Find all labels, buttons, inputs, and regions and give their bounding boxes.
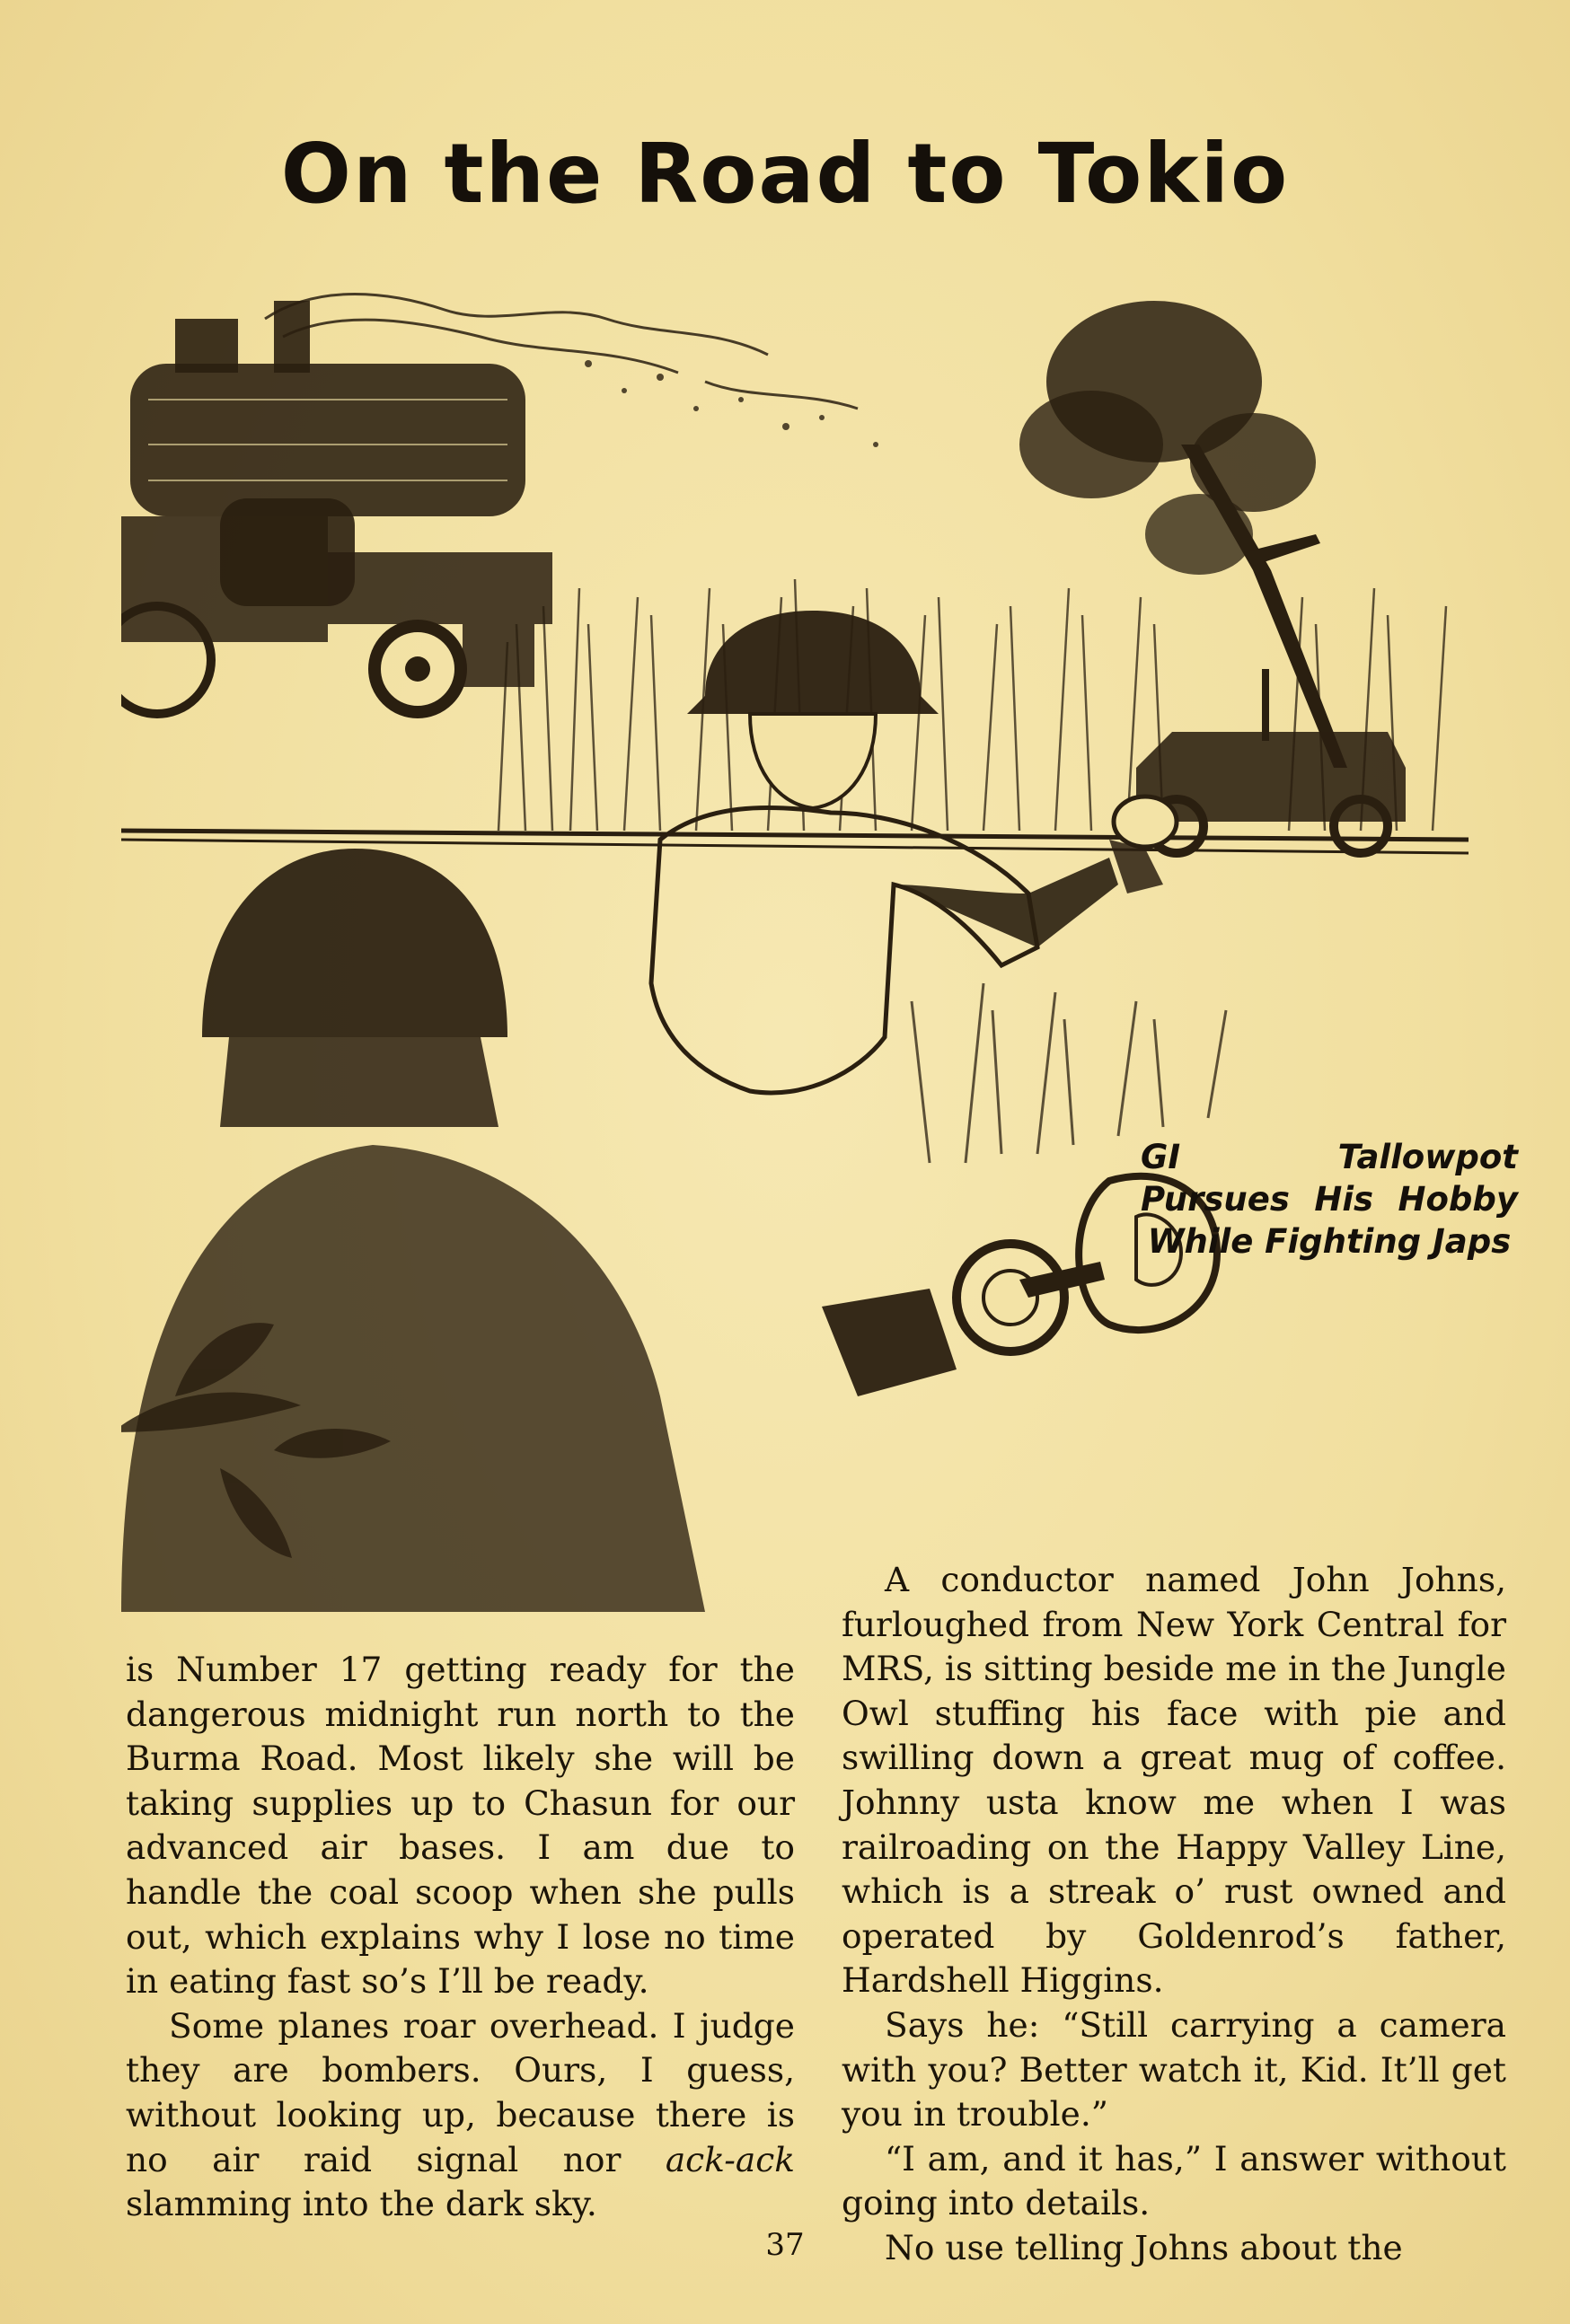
italic-word: ack-ack bbox=[665, 2139, 795, 2179]
tree bbox=[1019, 301, 1347, 768]
illustration-soldier-with-camera bbox=[121, 265, 1522, 1612]
page-title: On the Road to Tokio bbox=[280, 126, 1290, 222]
illustration-caption: GI Tallowpot Pursues His Hobby While Fighting Japs bbox=[1141, 1138, 1518, 1261]
paragraph bbox=[126, 2004, 795, 2227]
paragraph-text: Some planes roar overhead. I judge they are bombers. Ours, I guess, without looking up, because there is no air raid signal nor bbox=[126, 2005, 795, 2179]
locomotive bbox=[121, 301, 552, 714]
paragraph-text: slamming into the dark sky. bbox=[126, 2184, 597, 2224]
paragraph: “I am, and it has,” I answer without going into details. bbox=[842, 2138, 1506, 2223]
foreground-soldier bbox=[121, 849, 705, 1612]
railway-track bbox=[121, 831, 1469, 853]
paragraph: is Number 17 getting ready for the dangerous midnight run north to the Burma Road. Most likely she will be taking supplies up to Chasun for our advanced air bases. I am due to handle the coal scoop when she pulls out, which explains why I lose no time in eating fast so’s I’ll be ready. bbox=[126, 1650, 795, 2002]
page-number: 37 bbox=[765, 2227, 805, 2263]
paragraph: No use telling Johns about the bbox=[885, 2227, 1403, 2267]
paragraph: A conductor named John Johns, furloughed from New York Central for MRS, is sitting beside me in the Jungle Owl stuffing his face with pie and swilling down a great mug of coffee. Johnny usta know me when I was railroading on the Happy Valley Line, which is a streak o’ rust owned and operated by Goldenrod’s father, Hardshell Higgins. bbox=[842, 1560, 1506, 2001]
article-column-left bbox=[126, 1648, 795, 2227]
article-column-right bbox=[842, 1558, 1506, 2271]
paragraph: Says he: “Still carrying a camera with you? Better watch it, Kid. It’ll get you in trouble.” bbox=[842, 2004, 1506, 2135]
